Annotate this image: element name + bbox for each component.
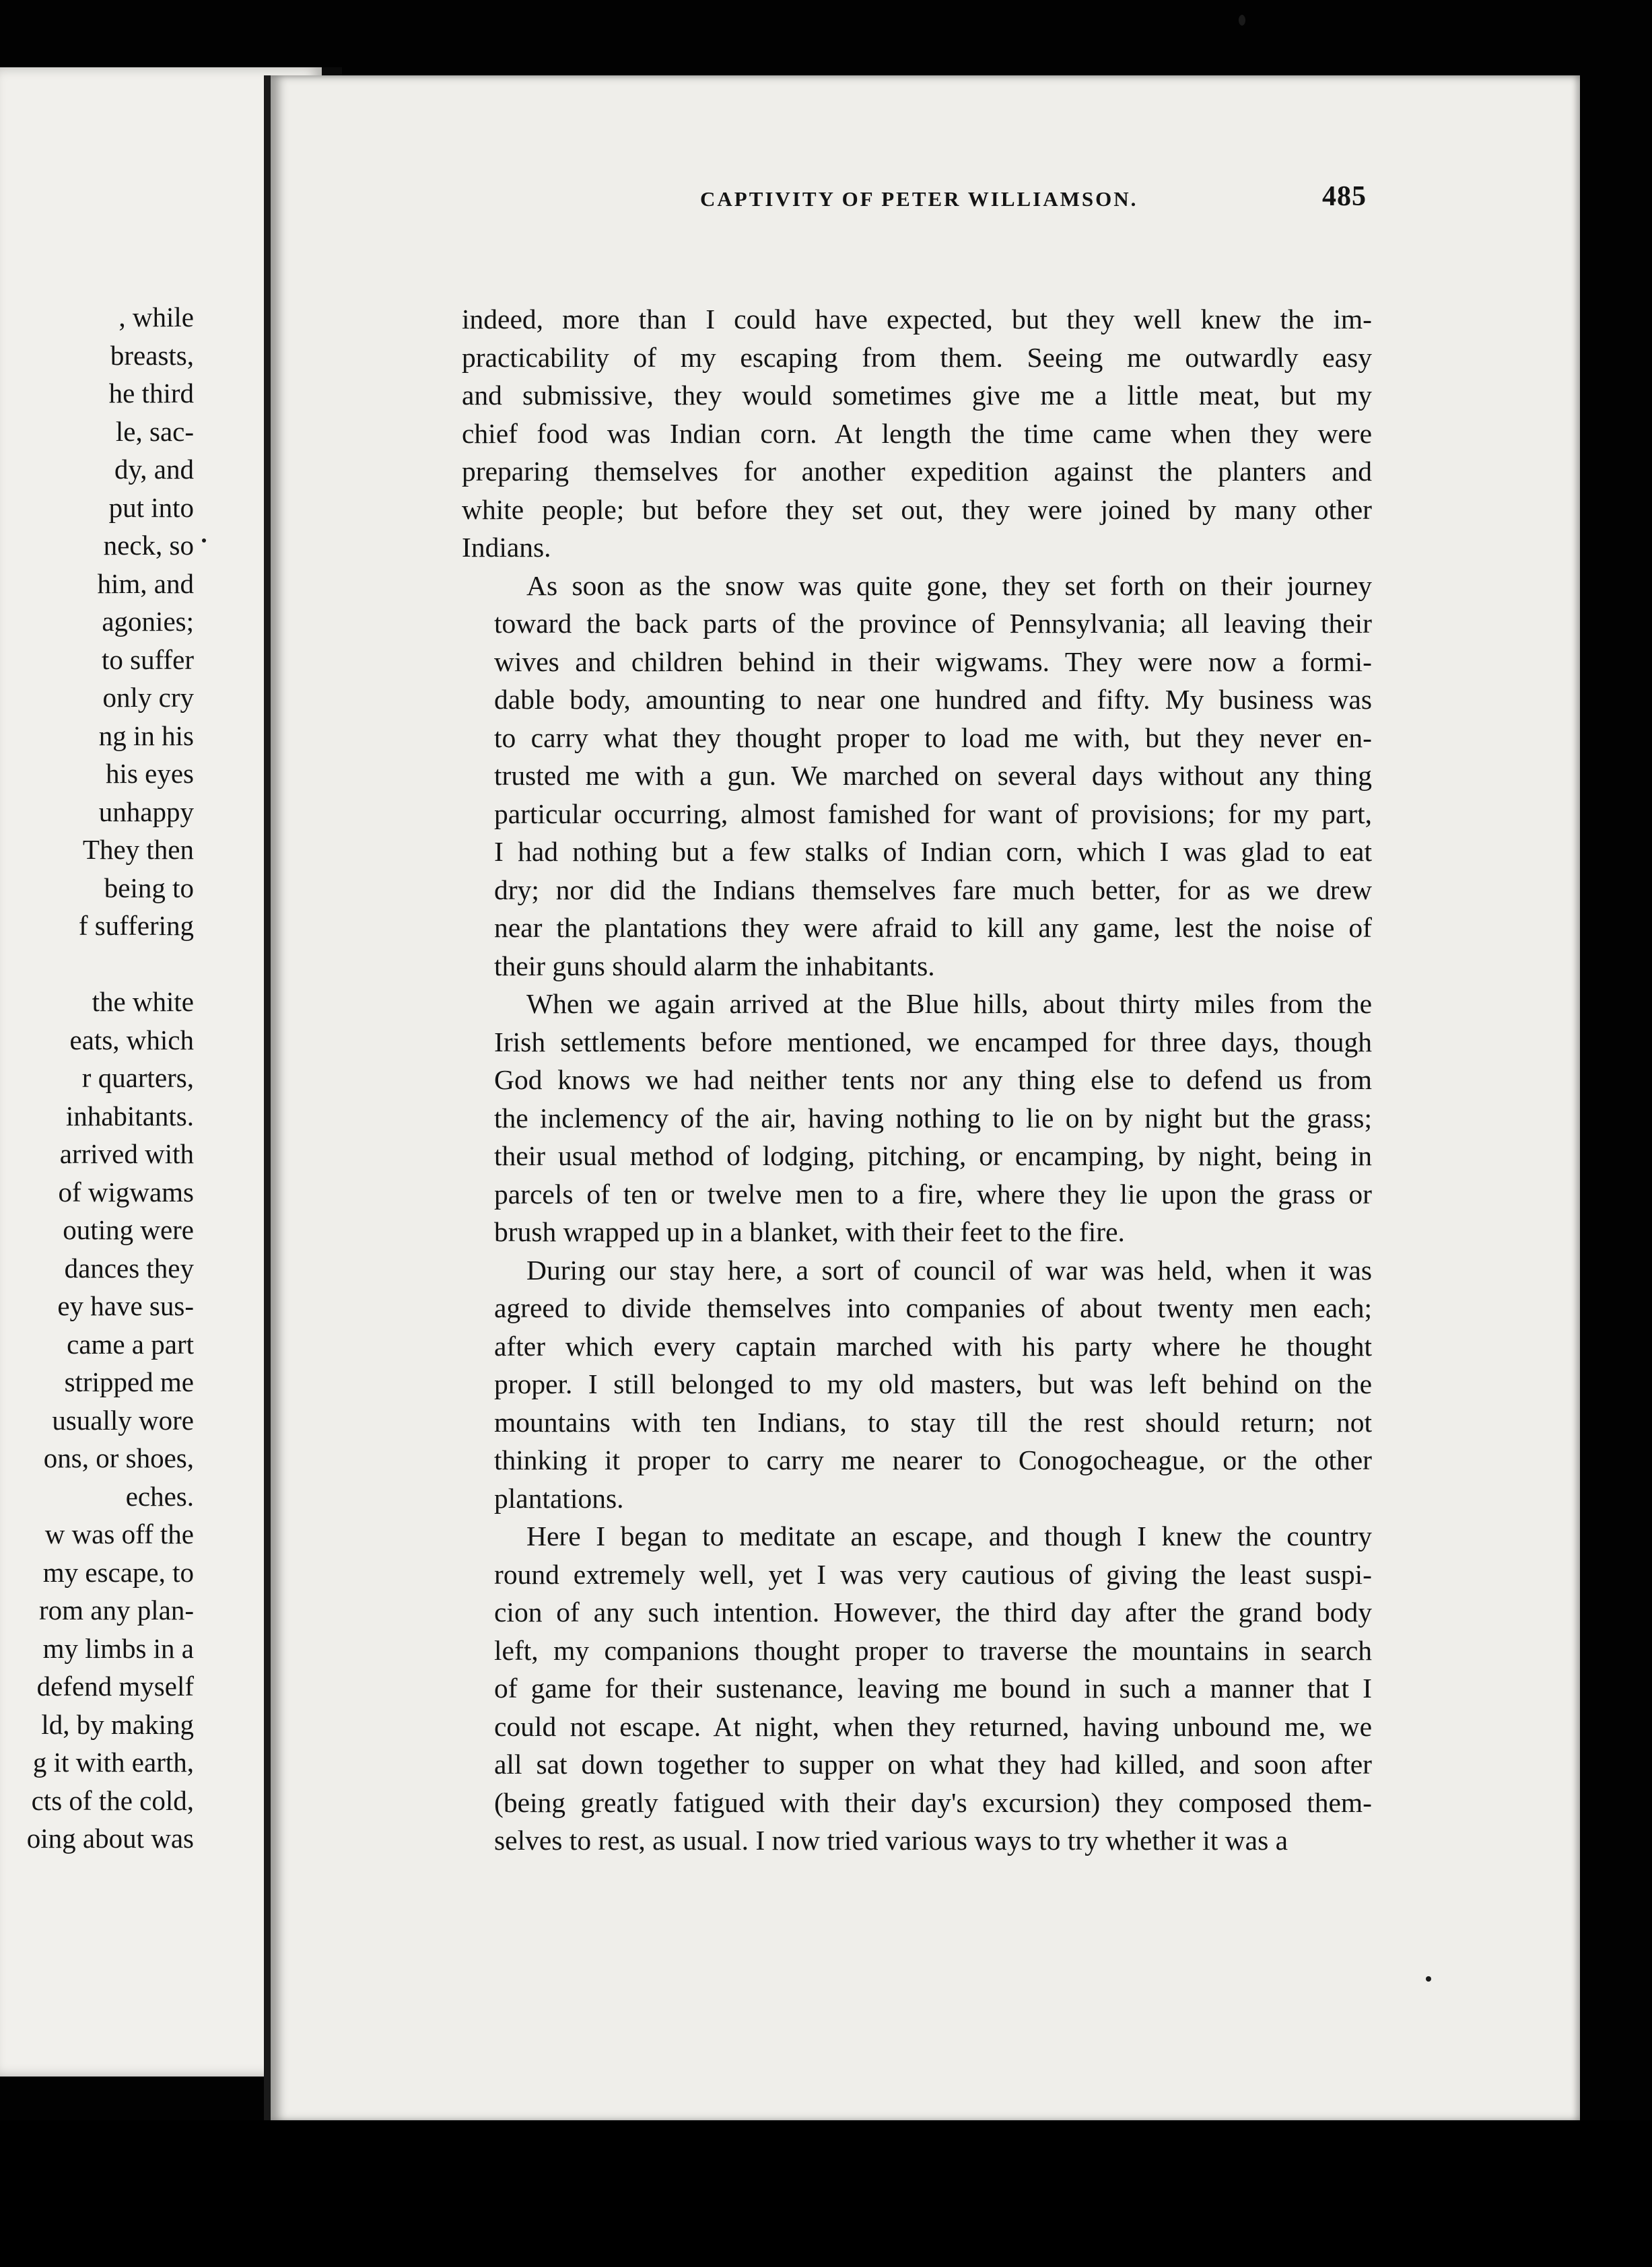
left-page-line: him, and [97, 567, 194, 599]
left-page-line: outing were [63, 1214, 194, 1245]
text-line: their guns should alarm the inhabitants. [494, 950, 935, 981]
text-line: dable body, amounting to near one hundred and fifty. My business was [494, 684, 1372, 715]
left-page-line: his eyes [106, 758, 194, 789]
text-line: left, my companions thought proper to traverse the mountains in search [494, 1634, 1372, 1666]
text-line: wives and children behind in their wigwams. They were now a formi- [494, 646, 1372, 677]
text-line: Here I began to meditate an escape, and though I knew the country [526, 1521, 1372, 1551]
text-line: I had nothing but a few stalks of Indian corn, which I was glad to eat [494, 836, 1372, 867]
left-page-line: neck, so [103, 530, 194, 561]
paragraph [462, 567, 1372, 985]
scan-border-bottom [0, 2120, 1652, 2267]
left-page-line: only cry [102, 682, 194, 713]
text-line: of game for their sustenance, leaving me bound in such a manner that I [494, 1673, 1372, 1704]
left-page-line: dances they [64, 1252, 194, 1284]
left-page-text-fragment [27, 298, 194, 1858]
left-page-line: , while [118, 302, 194, 333]
text-line: preparing themselves for another expedition against the planters and [462, 456, 1372, 487]
left-page-line: le, sac- [115, 415, 194, 447]
left-page-line: my escape, to [42, 1556, 194, 1588]
left-page-line [27, 945, 194, 983]
text-line: their usual method of lodging, pitching, or encamping, by night, being in [494, 1140, 1372, 1171]
text-line: particular occurring, almost famished for want of provisions; for my part, [494, 798, 1372, 829]
text-line: God knows we had neither tents nor any thing else to defend us from [494, 1064, 1372, 1095]
text-line: dry; nor did the Indians themselves fare much better, for as we drew [494, 874, 1372, 905]
left-page-line: arrived with [59, 1138, 194, 1169]
left-page-line: agonies; [102, 606, 194, 637]
text-line: thinking it proper to carry me nearer to Conogocheague, or the other [494, 1444, 1372, 1475]
left-page-line: eats, which [69, 1024, 194, 1055]
text-line: Indians. [462, 532, 551, 563]
text-line: cion of any such intention. However, the third day after the grand body [494, 1597, 1372, 1628]
text-line: During our stay here, a sort of council of war was held, when it was [526, 1254, 1372, 1286]
text-line: mountains with ten Indians, to stay till the rest should return; not [494, 1406, 1372, 1438]
left-page-line: f suffering [78, 910, 194, 941]
text-line: As soon as the snow was quite gone, they set forth on their journey [526, 569, 1372, 601]
running-head [700, 180, 1367, 221]
left-page-line: ons, or shoes, [43, 1442, 194, 1473]
left-page-line: he third [108, 378, 194, 409]
text-line: to carry what they thought proper to load me with, but they never en- [494, 722, 1372, 753]
paragraph [462, 1517, 1372, 1860]
left-page-line: ld, by making [41, 1708, 194, 1740]
running-head-title: CAPTIVITY OF PETER WILLIAMSON. [700, 187, 1138, 211]
page-body-text [462, 300, 1372, 1860]
left-page-line: w was off the [44, 1519, 194, 1549]
left-page-line: usually wore [52, 1404, 194, 1436]
left-page-line: of wigwams [58, 1176, 194, 1208]
text-line: indeed, more than I could have expected, but they well knew the im- [462, 304, 1372, 335]
left-page-line: g it with earth, [32, 1747, 194, 1778]
text-line: Irish settlements before mentioned, we encamped for three days, though [494, 1026, 1372, 1057]
left-page-line: cts of the cold, [31, 1784, 194, 1816]
text-line: (being greatly fatigued with their day's excursion) they composed them- [494, 1786, 1372, 1818]
text-line: could not escape. At night, when they returned, having unbound me, we [494, 1710, 1372, 1742]
ink-speck [1426, 1976, 1431, 1982]
left-page-line: to suffer [101, 643, 194, 675]
left-page-line: defend myself [36, 1671, 194, 1702]
left-page-line: ng in his [98, 720, 194, 751]
left-page-line: the white [92, 986, 194, 1017]
paragraph [462, 1251, 1372, 1518]
text-line: brush wrapped up in a blanket, with their feet to the fire. [494, 1216, 1125, 1247]
left-page-line: breasts, [110, 339, 194, 371]
ink-speck [202, 538, 206, 543]
text-line: selves to rest, as usual. I now tried various ways to try whether it was a [494, 1825, 1288, 1856]
left-page-line: stripped me [64, 1366, 194, 1397]
ink-speck [1239, 15, 1245, 26]
paragraph [462, 985, 1372, 1251]
text-line: trusted me with a gun. We marched on several days without any thing [494, 760, 1372, 791]
text-line: the inclemency of the air, having nothing to lie on by night but the grass; [494, 1102, 1372, 1134]
left-page-line: being to [104, 872, 194, 903]
text-line: near the plantations they were afraid to kill any game, lest the noise of [494, 912, 1372, 943]
left-page-line: dy, and [114, 454, 194, 485]
left-page-line: my limbs in a [42, 1632, 194, 1664]
text-line: after which every captain marched with his party where he thought [494, 1330, 1372, 1362]
text-line: When we again arrived at the Blue hills, about thirty miles from the [526, 988, 1372, 1019]
text-line: proper. I still belonged to my old masters, but was left behind on the [494, 1368, 1372, 1399]
left-page-line: put into [108, 491, 194, 523]
paragraph [462, 300, 1372, 567]
text-line: white people; but before they set out, they were joined by many other [462, 493, 1372, 525]
left-page-line: r quarters, [81, 1062, 194, 1093]
text-line: and submissive, they would sometimes give me a little meat, but my [462, 380, 1372, 411]
left-page-line: unhappy [98, 796, 194, 827]
text-line: plantations. [494, 1482, 624, 1514]
text-line: chief food was Indian corn. At length the time came when they were [462, 417, 1372, 449]
left-page-line: inhabitants. [65, 1100, 194, 1131]
text-line: agreed to divide themselves into companies of about twenty men each; [494, 1292, 1372, 1323]
text-line: round extremely well, yet I was very cautious of giving the least suspi- [494, 1558, 1372, 1590]
left-page-line: rom any plan- [39, 1595, 194, 1626]
left-page-line: came a part [67, 1328, 194, 1360]
left-page-line: eches. [125, 1480, 194, 1512]
left-page-line: They then [82, 834, 194, 865]
text-line: toward the back parts of the province of Pennsylvania; all leaving their [494, 608, 1372, 639]
left-page-line: oing about was [26, 1823, 194, 1854]
text-line: practicability of my escaping from them. Seeing me outwardly easy [462, 341, 1372, 373]
left-page-line: ey have sus- [57, 1290, 194, 1321]
text-line: all sat down together to supper on what they had killed, and soon after [494, 1749, 1372, 1780]
text-line: parcels of ten or twelve men to a fire, where they lie upon the grass or [494, 1178, 1372, 1210]
page-number: 485 [1322, 181, 1367, 212]
